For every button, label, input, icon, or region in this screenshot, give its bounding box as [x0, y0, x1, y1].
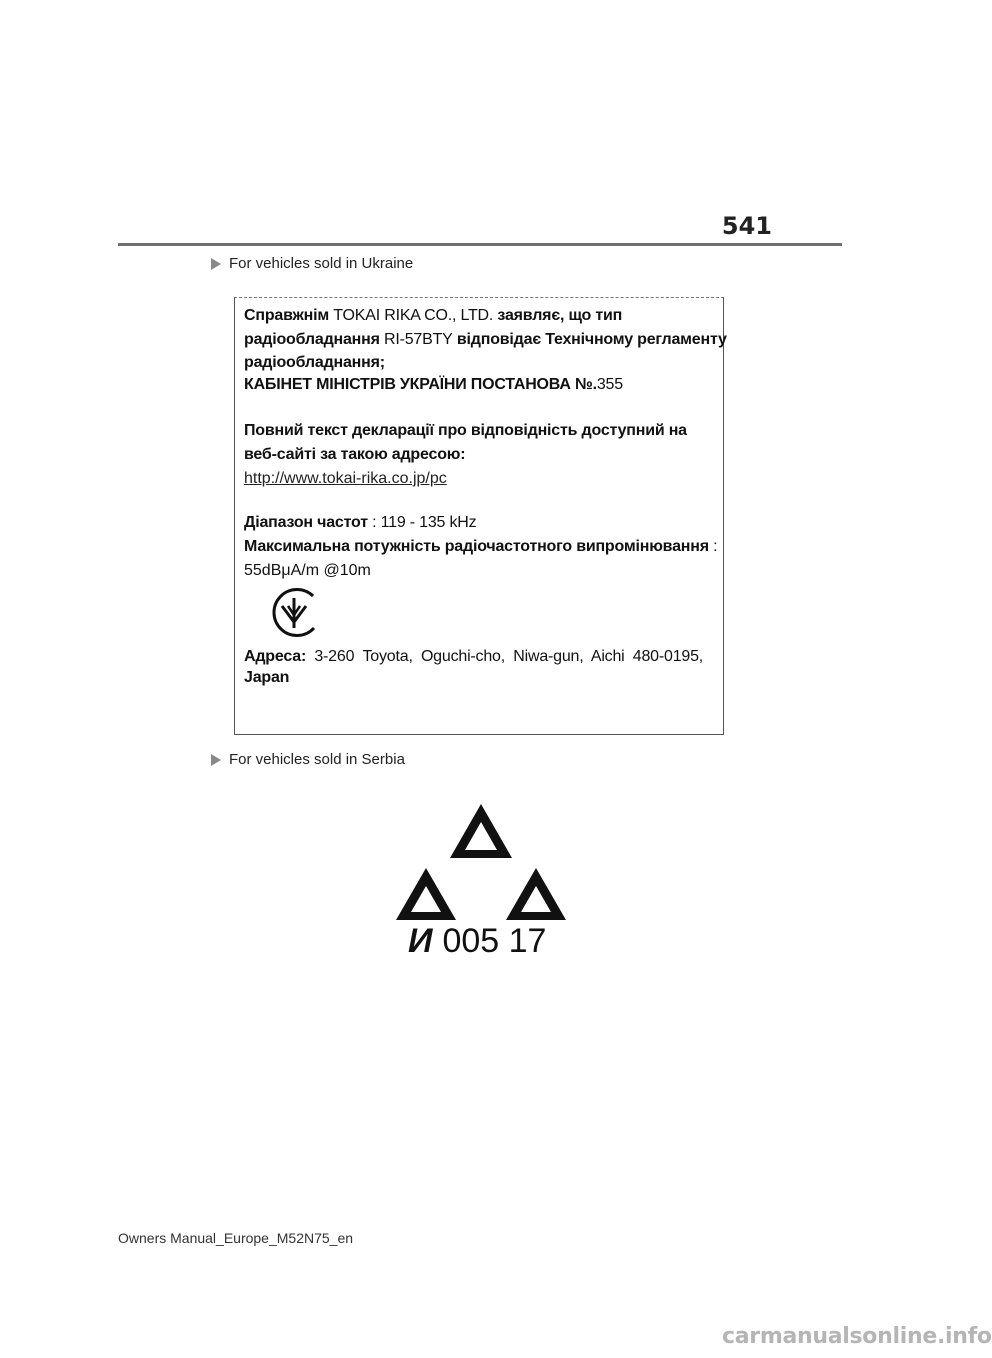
section-label-text: For vehicles sold in Serbia: [229, 751, 405, 768]
declaration-box: [234, 297, 727, 735]
serbia-triangle-mark-icon: [396, 800, 566, 930]
page-number: 541: [721, 212, 772, 240]
declaration-link-line: [244, 470, 447, 488]
serbia-approval-code: И 005 17: [408, 922, 547, 960]
max-power-label: Максимальна потужність радіочастотного випромінювання :: [244, 538, 718, 555]
declaration-line-3: радіообладнання;: [244, 354, 385, 371]
declaration-line-1: Справжнім TOKAI RIKA CO., LTD. заявляє, що тип: [244, 307, 623, 324]
frequency-range: Діапазон частот : 119 - 135 kHz: [244, 514, 477, 531]
watermark: carmanualsonline.info: [722, 1324, 992, 1349]
section-label-ukraine: [211, 255, 413, 272]
ukraine-conformity-mark-icon: [266, 584, 322, 640]
triangle-bullet-icon: [211, 754, 221, 766]
section-label-text: For vehicles sold in Ukraine: [229, 255, 414, 272]
triangle-bullet-icon: [211, 258, 221, 270]
address-line-1: Адреса: 3-260 Toyota, Oguchi-cho, Niwa-gun, Aichi 480-0195,: [244, 648, 704, 665]
footer-manual-id: Owners Manual_Europe_M52N75_en: [118, 1230, 354, 1246]
declaration-line-4: КАБІНЕТ МІНІСТРІВ УКРАЇНИ ПОСТАНОВА №.355: [244, 376, 623, 393]
declaration-line-6: веб-сайті за такою адресою:: [244, 446, 466, 463]
declaration-line-5: Повний текст декларації про відповідність доступний на: [244, 422, 687, 439]
address-line-2: Japan: [244, 669, 290, 686]
declaration-url-link[interactable]: http://www.tokai-rika.co.jp/pc: [244, 470, 447, 487]
declaration-line-2: радіообладнання RI-57BTY відповідає Технічному регламенту: [244, 331, 727, 348]
max-power-value: 55dBμA/m @10m: [244, 562, 371, 579]
section-label-serbia: [211, 751, 405, 768]
header-rule: [118, 243, 842, 246]
